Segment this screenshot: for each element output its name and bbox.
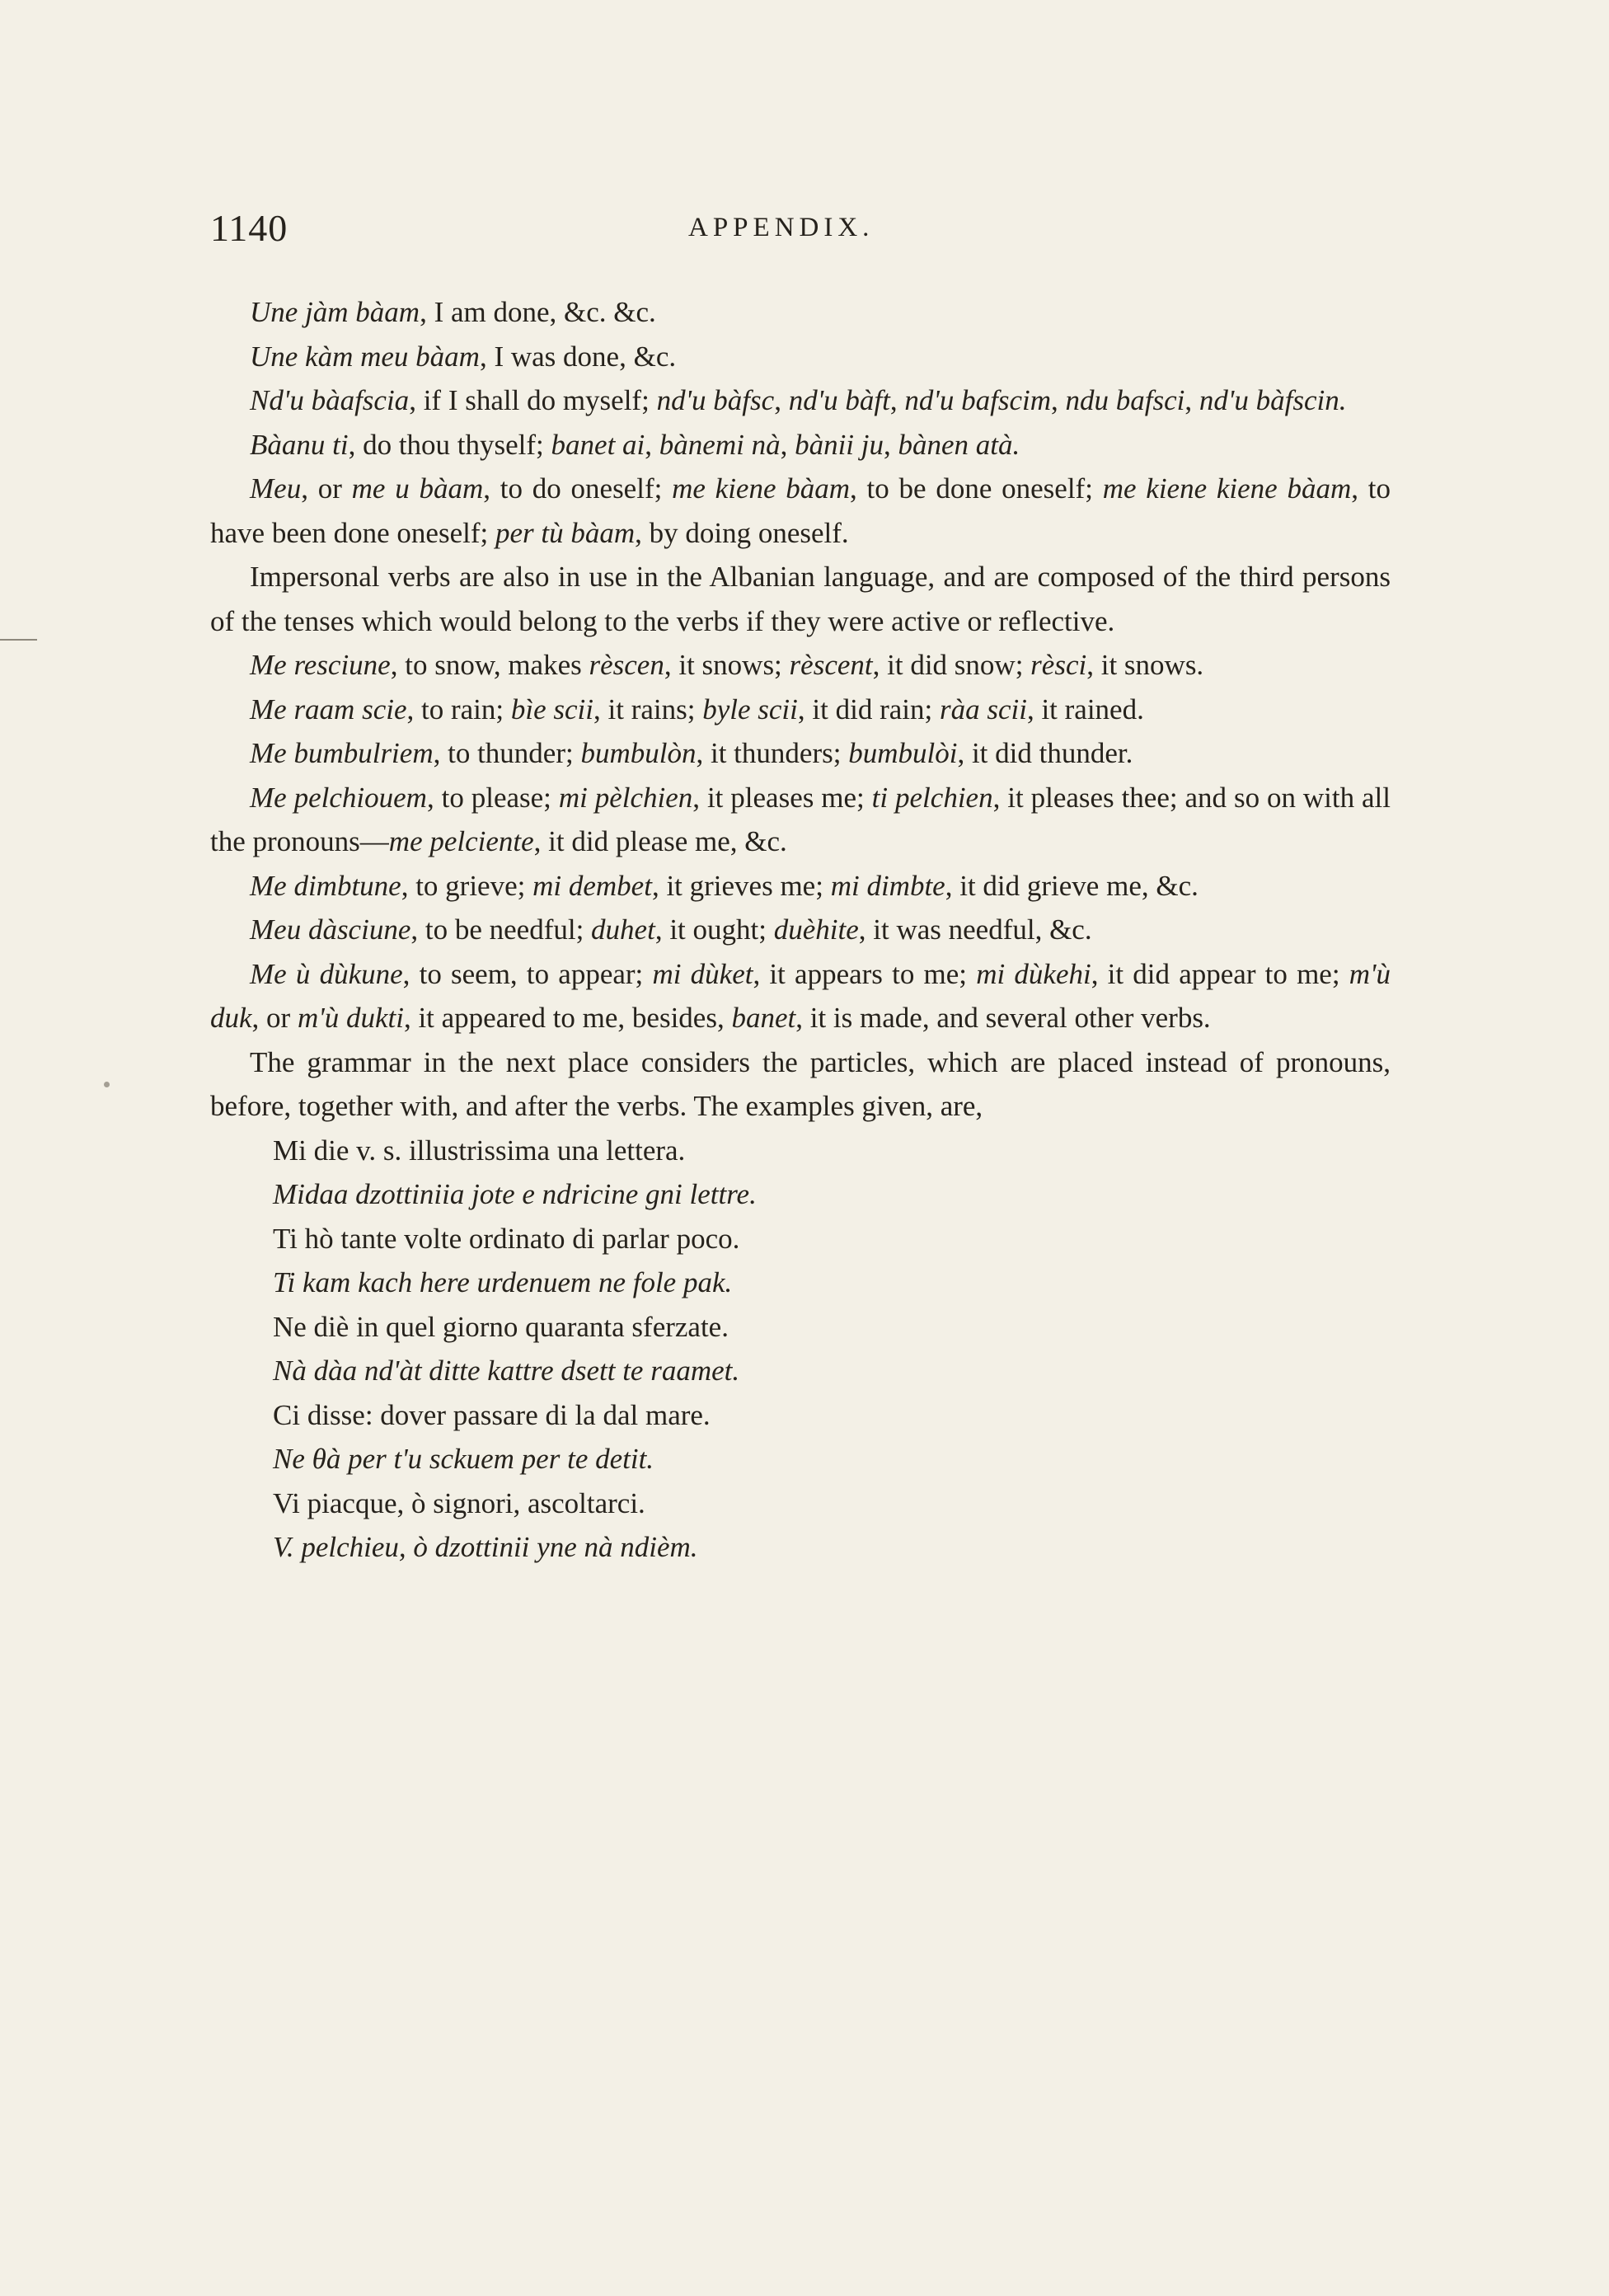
text-run: , bbox=[780, 428, 795, 461]
albanian-term: Meu bbox=[250, 472, 302, 505]
text-run: , to snow, makes bbox=[390, 649, 589, 681]
text-run: , bbox=[884, 428, 898, 461]
albanian-example: V. pelchieu, ò dzottinii yne nà ndièm. bbox=[273, 1531, 698, 1563]
albanian-term: per tù bàam bbox=[495, 516, 636, 549]
paragraph bbox=[210, 290, 1391, 335]
albanian-term: mi dùket bbox=[652, 957, 753, 990]
text-run: , it appears to me; bbox=[753, 957, 977, 990]
albanian-term: mi dembet bbox=[532, 869, 652, 902]
albanian-term: nd'u bàfscin. bbox=[1199, 384, 1347, 416]
paragraph bbox=[210, 864, 1391, 909]
italian-example: Ci disse: dover passare di la dal mare. bbox=[273, 1398, 711, 1431]
albanian-term: bìe scii bbox=[510, 693, 594, 725]
text-run: , it did rain; bbox=[797, 693, 940, 725]
albanian-term: Meu dàsciune bbox=[250, 913, 411, 946]
albanian-term: nd'u bàfsc bbox=[656, 384, 775, 416]
text-run: , it was needful, &c. bbox=[858, 913, 1092, 946]
albanian-term: me u bàam bbox=[351, 472, 484, 505]
albanian-term: m'ù duk bbox=[210, 957, 1391, 1034]
albanian-term: nd'u bàft bbox=[788, 384, 890, 416]
text-run: , it rains; bbox=[593, 693, 703, 725]
text-run: , to rain; bbox=[406, 693, 511, 725]
text-run: , it is made, and several other verbs. bbox=[795, 1002, 1211, 1034]
text-run: The grammar in the next place considers the particles, which are placed instead of pronouns, before, together with, and after the verbs. The examples given, are, bbox=[210, 1045, 1391, 1122]
albanian-term: m'ù dukti bbox=[297, 1002, 404, 1034]
albanian-term: bànen atà. bbox=[898, 428, 1020, 461]
italian-example: Vi piacque, ò signori, ascoltarci. bbox=[273, 1486, 645, 1519]
text-run: , it rained. bbox=[1026, 693, 1144, 725]
text-run: , it pleases me; bbox=[692, 781, 872, 814]
text-run: , I was done, &c. bbox=[479, 340, 677, 373]
text-run: , to do oneself; bbox=[483, 472, 673, 505]
text-run: , I am done, &c. &c. bbox=[420, 296, 656, 328]
albanian-example: Ne θà per t'u sckuem per te detit. bbox=[273, 1443, 654, 1475]
text-run: , it did appear to me; bbox=[1091, 957, 1349, 990]
albanian-term: Me raam scie bbox=[250, 693, 407, 725]
albanian-term: bànemi nà bbox=[659, 428, 781, 461]
text-run: , bbox=[889, 384, 905, 416]
paragraph bbox=[210, 423, 1391, 467]
albanian-term: Me ù dùkune bbox=[250, 957, 403, 990]
text-run: , it snows. bbox=[1086, 649, 1204, 681]
albanian-term: me kiene bàam bbox=[672, 472, 851, 505]
text-run: , it pleases thee; and so on with all the pronouns— bbox=[210, 781, 1391, 857]
text-run: , bbox=[774, 384, 789, 416]
paragraph bbox=[210, 555, 1391, 643]
text-run: , it did grieve me, &c. bbox=[945, 869, 1199, 902]
albanian-term: bumbulòi bbox=[848, 737, 958, 769]
text-run: , to seem, to appear; bbox=[402, 957, 653, 990]
italian-example: Mi die v. s. illustrissima una lettera. bbox=[273, 1134, 686, 1167]
paragraph bbox=[210, 731, 1391, 776]
albanian-term: Nd'u bàafscia bbox=[250, 384, 410, 416]
albanian-term: Bàanu ti bbox=[250, 428, 349, 461]
albanian-term: mi dimbte bbox=[830, 869, 945, 902]
text-run: , bbox=[1184, 384, 1199, 416]
text-run: , bbox=[1051, 384, 1066, 416]
albanian-term: Me bumbulriem bbox=[250, 737, 434, 769]
paragraph bbox=[210, 776, 1391, 864]
albanian-term: rèscent bbox=[789, 649, 873, 681]
text-run: , if I shall do myself; bbox=[409, 384, 657, 416]
text-run: , to thunder; bbox=[433, 737, 581, 769]
text-run: , or bbox=[251, 1002, 298, 1034]
example-list bbox=[210, 1129, 1391, 1570]
italian-example: Ne diè in quel giorno quaranta sferzate. bbox=[273, 1310, 729, 1343]
page-number: 1140 bbox=[210, 207, 288, 249]
albanian-term: bànii ju bbox=[795, 428, 884, 461]
albanian-term: rèscen bbox=[589, 649, 664, 681]
albanian-term: mi dùkehi bbox=[976, 957, 1091, 990]
text-run: , to have been done oneself; bbox=[210, 472, 1391, 549]
text-run: , to be needful; bbox=[410, 913, 592, 946]
albanian-term: me kiene kiene bàam bbox=[1102, 472, 1352, 505]
running-head: APPENDIX. bbox=[688, 213, 875, 242]
text-run: , to please; bbox=[426, 781, 559, 814]
text-run: , by doing oneself. bbox=[635, 516, 849, 549]
italian-example: Ti hò tante volte ordinato di parlar poco. bbox=[273, 1222, 740, 1255]
text-run: , to grieve; bbox=[401, 869, 533, 902]
albanian-term: mi pèlchien bbox=[558, 781, 693, 814]
albanian-term: Me resciune bbox=[250, 649, 391, 681]
albanian-term: duhet bbox=[591, 913, 655, 946]
albanian-term: Une kàm meu bàam bbox=[250, 340, 480, 373]
text-run: , it did please me, &c. bbox=[533, 825, 787, 857]
albanian-example: Nà dàa nd'àt ditte kattre dsett te raamet. bbox=[273, 1355, 740, 1387]
text-run: , it appeared to me, besides, bbox=[403, 1002, 732, 1034]
albanian-term: Me pelchiouem bbox=[250, 781, 427, 814]
paragraph bbox=[210, 1040, 1391, 1129]
body-text bbox=[210, 290, 1391, 1570]
albanian-term: nd'u bafscim bbox=[904, 384, 1051, 416]
text-run: , it snows; bbox=[664, 649, 790, 681]
paragraph bbox=[210, 952, 1391, 1040]
paragraph bbox=[210, 335, 1391, 379]
text-run: , bbox=[645, 428, 659, 461]
text-run: , do thou thyself; bbox=[348, 428, 551, 461]
paragraph bbox=[210, 643, 1391, 688]
albanian-example: Midaa dzottiniia jote e ndricine gni lettre. bbox=[273, 1178, 757, 1210]
text-run: , it did snow; bbox=[872, 649, 1031, 681]
text-run: , to be done oneself; bbox=[850, 472, 1103, 505]
text-run: , or bbox=[301, 472, 352, 505]
margin-dot bbox=[104, 1082, 110, 1087]
paragraph bbox=[210, 378, 1391, 423]
albanian-term: me pelciente bbox=[388, 825, 534, 857]
albanian-term: duèhite bbox=[773, 913, 859, 946]
paragraph bbox=[210, 908, 1391, 952]
albanian-term: ti pelchien bbox=[871, 781, 993, 814]
albanian-term: Une jàm bàam bbox=[250, 296, 420, 328]
margin-rule bbox=[0, 639, 37, 641]
page-header bbox=[210, 206, 1381, 256]
albanian-term: banet ai bbox=[551, 428, 645, 461]
text-run: , it did thunder. bbox=[957, 737, 1133, 769]
albanian-example: Ti kam kach here urdenuem ne fole pak. bbox=[273, 1266, 733, 1298]
text-run: Impersonal verbs are also in use in the Albanian language, and are composed of the third persons of the tenses which would belong to the verbs if they were active or reflective. bbox=[210, 561, 1391, 637]
albanian-term: banet bbox=[731, 1002, 796, 1034]
text-run: , it thunders; bbox=[696, 737, 849, 769]
paragraph-list bbox=[210, 290, 1391, 1129]
albanian-term: byle scii bbox=[702, 693, 798, 725]
albanian-term: bumbulòn bbox=[580, 737, 697, 769]
paragraph bbox=[210, 467, 1391, 555]
text-run: , it grieves me; bbox=[651, 869, 831, 902]
albanian-term: ndu bafsci bbox=[1065, 384, 1185, 416]
albanian-term: ràa scii bbox=[939, 693, 1027, 725]
paragraph bbox=[210, 688, 1391, 732]
albanian-term: rèsci bbox=[1030, 649, 1087, 681]
albanian-term: Me dimbtune bbox=[250, 869, 401, 902]
text-run: , it ought; bbox=[654, 913, 774, 946]
